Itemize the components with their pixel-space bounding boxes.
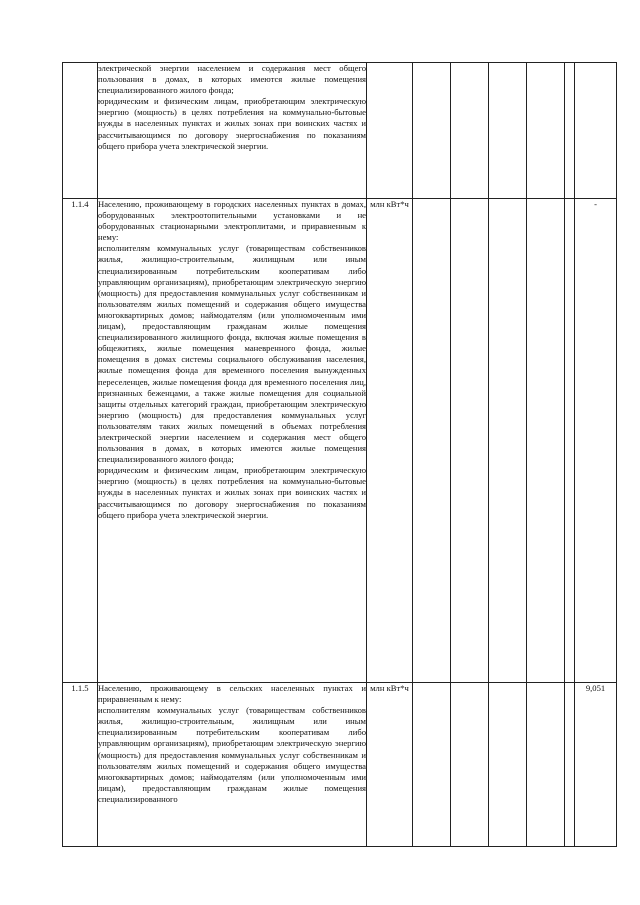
value-cell xyxy=(413,199,451,683)
value-cell xyxy=(489,63,527,199)
value-cell xyxy=(413,63,451,199)
value-cell xyxy=(451,199,489,683)
unit-cell: млн кВт*ч xyxy=(367,199,413,683)
value-cell xyxy=(451,63,489,199)
value-cell xyxy=(527,683,565,847)
value-cell: - xyxy=(575,199,617,683)
value-cell xyxy=(527,63,565,199)
row-description xyxy=(98,63,367,199)
row-number: 1.1.5 xyxy=(63,683,98,847)
value-cell xyxy=(565,199,575,683)
value-cell xyxy=(565,63,575,199)
description-paragraph: юридическим и физическим лицам, приобретающим электрическую энергию (мощность) в целях потребления на коммунально-бытовые нужды в населенных пунктах и жилых зонах при воинских частях и рассчитывающимся по договору энергоснабжения по показаниям общего прибора учета электрической энергии. xyxy=(98,96,366,151)
table-row xyxy=(63,63,617,199)
description-paragraph: исполнителям коммунальных услуг (товариществам собственников жилья, жилищно-строительным, жилищным или иным специализированным потребительским кооперативам либо управляющим организациям), приобретающим электрическую энергию (мощность) для предоставления коммунальных услуг собственникам и пользователям жилых помещений и содержания общего имущества многоквартирных домов; наймодателям (или уполномоченным ими лицам), предоставляющим гражданам жилые помещения специализированного xyxy=(98,705,366,804)
unit-cell xyxy=(367,63,413,199)
value-cell xyxy=(565,683,575,847)
description-paragraph: электрической энергии населением и содержания мест общего пользования в домах, в которых имеются жилые помещения специализированного жилого фонда; xyxy=(98,63,366,96)
value-cell xyxy=(451,683,489,847)
tariff-volume-table xyxy=(62,62,617,847)
value-cell xyxy=(413,683,451,847)
unit-cell: млн кВт*ч xyxy=(367,683,413,847)
description-paragraph: Населению, проживающему в городских населенных пунктах в домах, оборудованных электроотопительными установками и не оборудованных стационарными электроплитами, и приравненным к нему: xyxy=(98,199,366,243)
value-cell: 9,051 xyxy=(575,683,617,847)
description-paragraph: исполнителям коммунальных услуг (товариществам собственников жилья, жилищно-строительным, жилищным или иным специализированным потребительским кооперативам либо управляющим организациям), приобретающим электрическую энергию (мощность) для предоставления коммунальных услуг собственникам и пользователям жилых помещений и содержания общего имущества многоквартирных домов; наймодателям (или уполномоченным ими лицам), предоставляющим гражданам жилые помещения специализированного жилищного фонда, включая жилые помещения в общежитиях, жилые помещения маневренного фонда, жилые помещения в домах системы социального обслуживания населения, жилые помещения фонда для временного поселения вынужденных переселенцев, жилые помещения фонда для временного поселения лиц, признанных беженцами, а также жилые помещения для социальной защиты отдельных категорий граждан, приобретающим электрическую энергию (мощность) для предоставления коммунальных услуг пользователям таких жилых помещений в объемах потребления электрической энергии населением и содержания мест общего пользования в домах, в которых имеются жилые помещения специализированного жилого фонда; xyxy=(98,243,366,465)
value-cell xyxy=(527,199,565,683)
value-cell xyxy=(489,683,527,847)
table-row xyxy=(63,199,617,683)
value-cell xyxy=(489,199,527,683)
row-number: 1.1.4 xyxy=(63,199,98,683)
table-row xyxy=(63,683,617,847)
description-paragraph: юридическим и физическим лицам, приобретающим электрическую энергию (мощность) в целях потребления на коммунально-бытовые нужды в населенных пунктах и жилых зонах при воинских частях и рассчитывающимся по договору энергоснабжения по показаниям общего прибора учета электрической энергии. xyxy=(98,465,366,520)
row-description xyxy=(98,199,367,683)
row-number xyxy=(63,63,98,199)
row-description xyxy=(98,683,367,847)
description-paragraph: Населению, проживающему в сельских населенных пунктах и приравненным к нему: xyxy=(98,683,366,705)
value-cell xyxy=(575,63,617,199)
